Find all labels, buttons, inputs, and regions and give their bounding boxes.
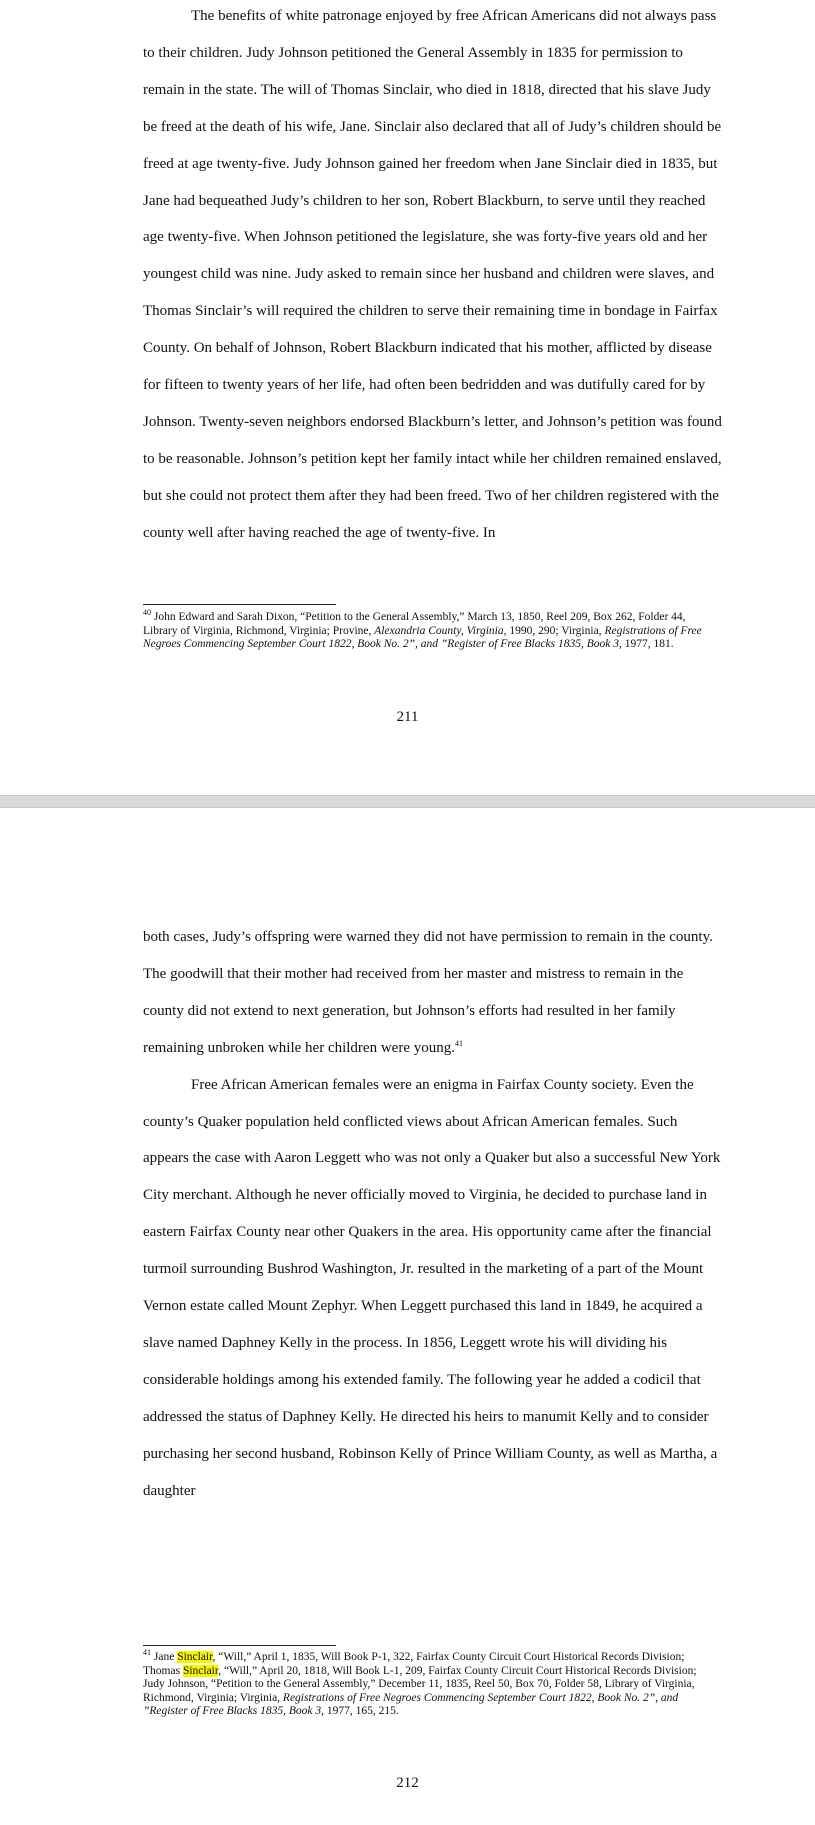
document-page-212 [0,808,815,1825]
footnote-40 [143,608,721,652]
footnote-separator [143,1645,336,1646]
document-page-211 [0,0,815,795]
footnote-number: 40 [143,608,151,618]
page-number: 212 [396,1775,419,1791]
footnote-number: 41 [143,1648,151,1658]
footnote-text: , 1977, 181. [619,638,674,651]
footnote-text: John Edward and Sarah Dixon, “Petition to the General Assembly,” March 13, 1850, Reel 209, Box 262, Folder 44, Library of Virginia, Richmond, Virginia; Provine, [143,611,686,637]
paragraph-text-run: both cases, Judy’s offspring were warned they did not have permission to remain in the county. The goodwill that their mother had received from her master and mistress to remain in the county did not extend to next generation, but Johnson’s efforts had resulted in her family remaining unbroken while her children were young. [143,929,713,1056]
footnote-italic-title: Alexandria County, Virginia [374,624,504,637]
footnote-text: , “Will,” April 20, 1818, Will Book L-1, 209, Fairfax County Circuit Court Historical Records Division; Judy Johnson, “Petition to the General Assembly,” December 11, 1835, Reel 50, Box 70, Folder 58, Library of Virginia, Richmond, Virginia; Virginia, [143,1664,697,1704]
body-paragraph [143,919,723,1510]
footnote-separator [143,604,336,605]
footnote-text: , 1990, 290; Virginia, [503,624,605,637]
footnote-41 [143,1648,721,1719]
search-highlight: Sinclair [182,1664,219,1677]
paragraph-text: Free African American females were an enigma in Fairfax County society. Even the county’s Quaker population held conflicted views about African American females. Such appears the case with Aaron Leggett who was not only a Quaker but also a successful New York City merchant. Although he never officially moved to Virginia, he decided to purchase land in eastern Fairfax County near other Quakers in the area. His opportunity came after the financial turmoil surrounding Bushrod Washington, Jr. resulted in the marketing of a part of the Mount Vernon estate called Mount Zephyr. When Leggett purchased this land in 1849, he acquired a slave named Daphney Kelly in the process. In 1856, Leggett wrote his will dividing his considerable holdings among his extended family. The following year he added a codicil that addressed the status of Daphney Kelly. He directed his heirs to manumit Kelly and to consider purchasing her second husband, Robinson Kelly of Prince William County, as well as Martha, a daughter [143,1076,721,1499]
footnote-text: , 1977, 165, 215. [321,1705,399,1718]
footnote-text: Jane [151,1651,178,1663]
footnote-reference: 41 [454,1038,463,1048]
footnote-text: , “Will,” April 1, 1835, Will Book P-1, 322, Fairfax County Circuit Court Historical Records Division; Thomas [143,1651,685,1677]
search-highlight: Sinclair [177,1651,213,1663]
page-separator [0,795,815,808]
footnote-italic-title: Registrations of Free Negroes Commencing September Court 1822, Book No. 2”, and ”Register of Free Blacks 1835, Book 3 [143,624,702,651]
paragraph-text [143,919,723,1067]
body-paragraph [143,0,723,552]
footnote-italic-title: Registrations of Free Negroes Commencing September Court 1822, Book No. 2”, and ”Register of Free Blacks 1835, Book 3 [143,1691,679,1718]
page-number: 211 [396,709,419,725]
paragraph-text: The benefits of white patronage enjoyed by free African Americans did not always pass to their children. Judy Johnson petitioned the General Assembly in 1835 for permission to remain in the state. The will of Thomas Sinclair, who died in 1818, directed that his slave Judy be freed at the death of his wife, Jane. Sinclair also declared that all of Judy’s children should be freed at age twenty-five. Judy Johnson gained her freedom when Jane Sinclair died in 1835, but Jane had bequeathed Judy’s children to her son, Robert Blackburn, to serve until they reached age twenty-five. When Johnson petitioned the legislature, she was forty-five years old and her youngest child was nine. Judy asked to remain since her husband and children were slaves, and Thomas Sinclair’s will required the children to serve their remaining time in bondage in Fairfax County. On behalf of Johnson, Robert Blackburn indicated that his mother, afflicted by disease for fifteen to twenty years of her life, had often been bedridden and was dutifully cared for by Johnson. Twenty-seven neighbors endorsed Blackburn’s letter, and Johnson’s petition was found to be reasonable. Johnson’s petition kept her family intact while her children remained enslaved, but she could not protect them after they had been freed. Two of her children registered with the county well after having reached the age of twenty-five. In [143,8,722,541]
